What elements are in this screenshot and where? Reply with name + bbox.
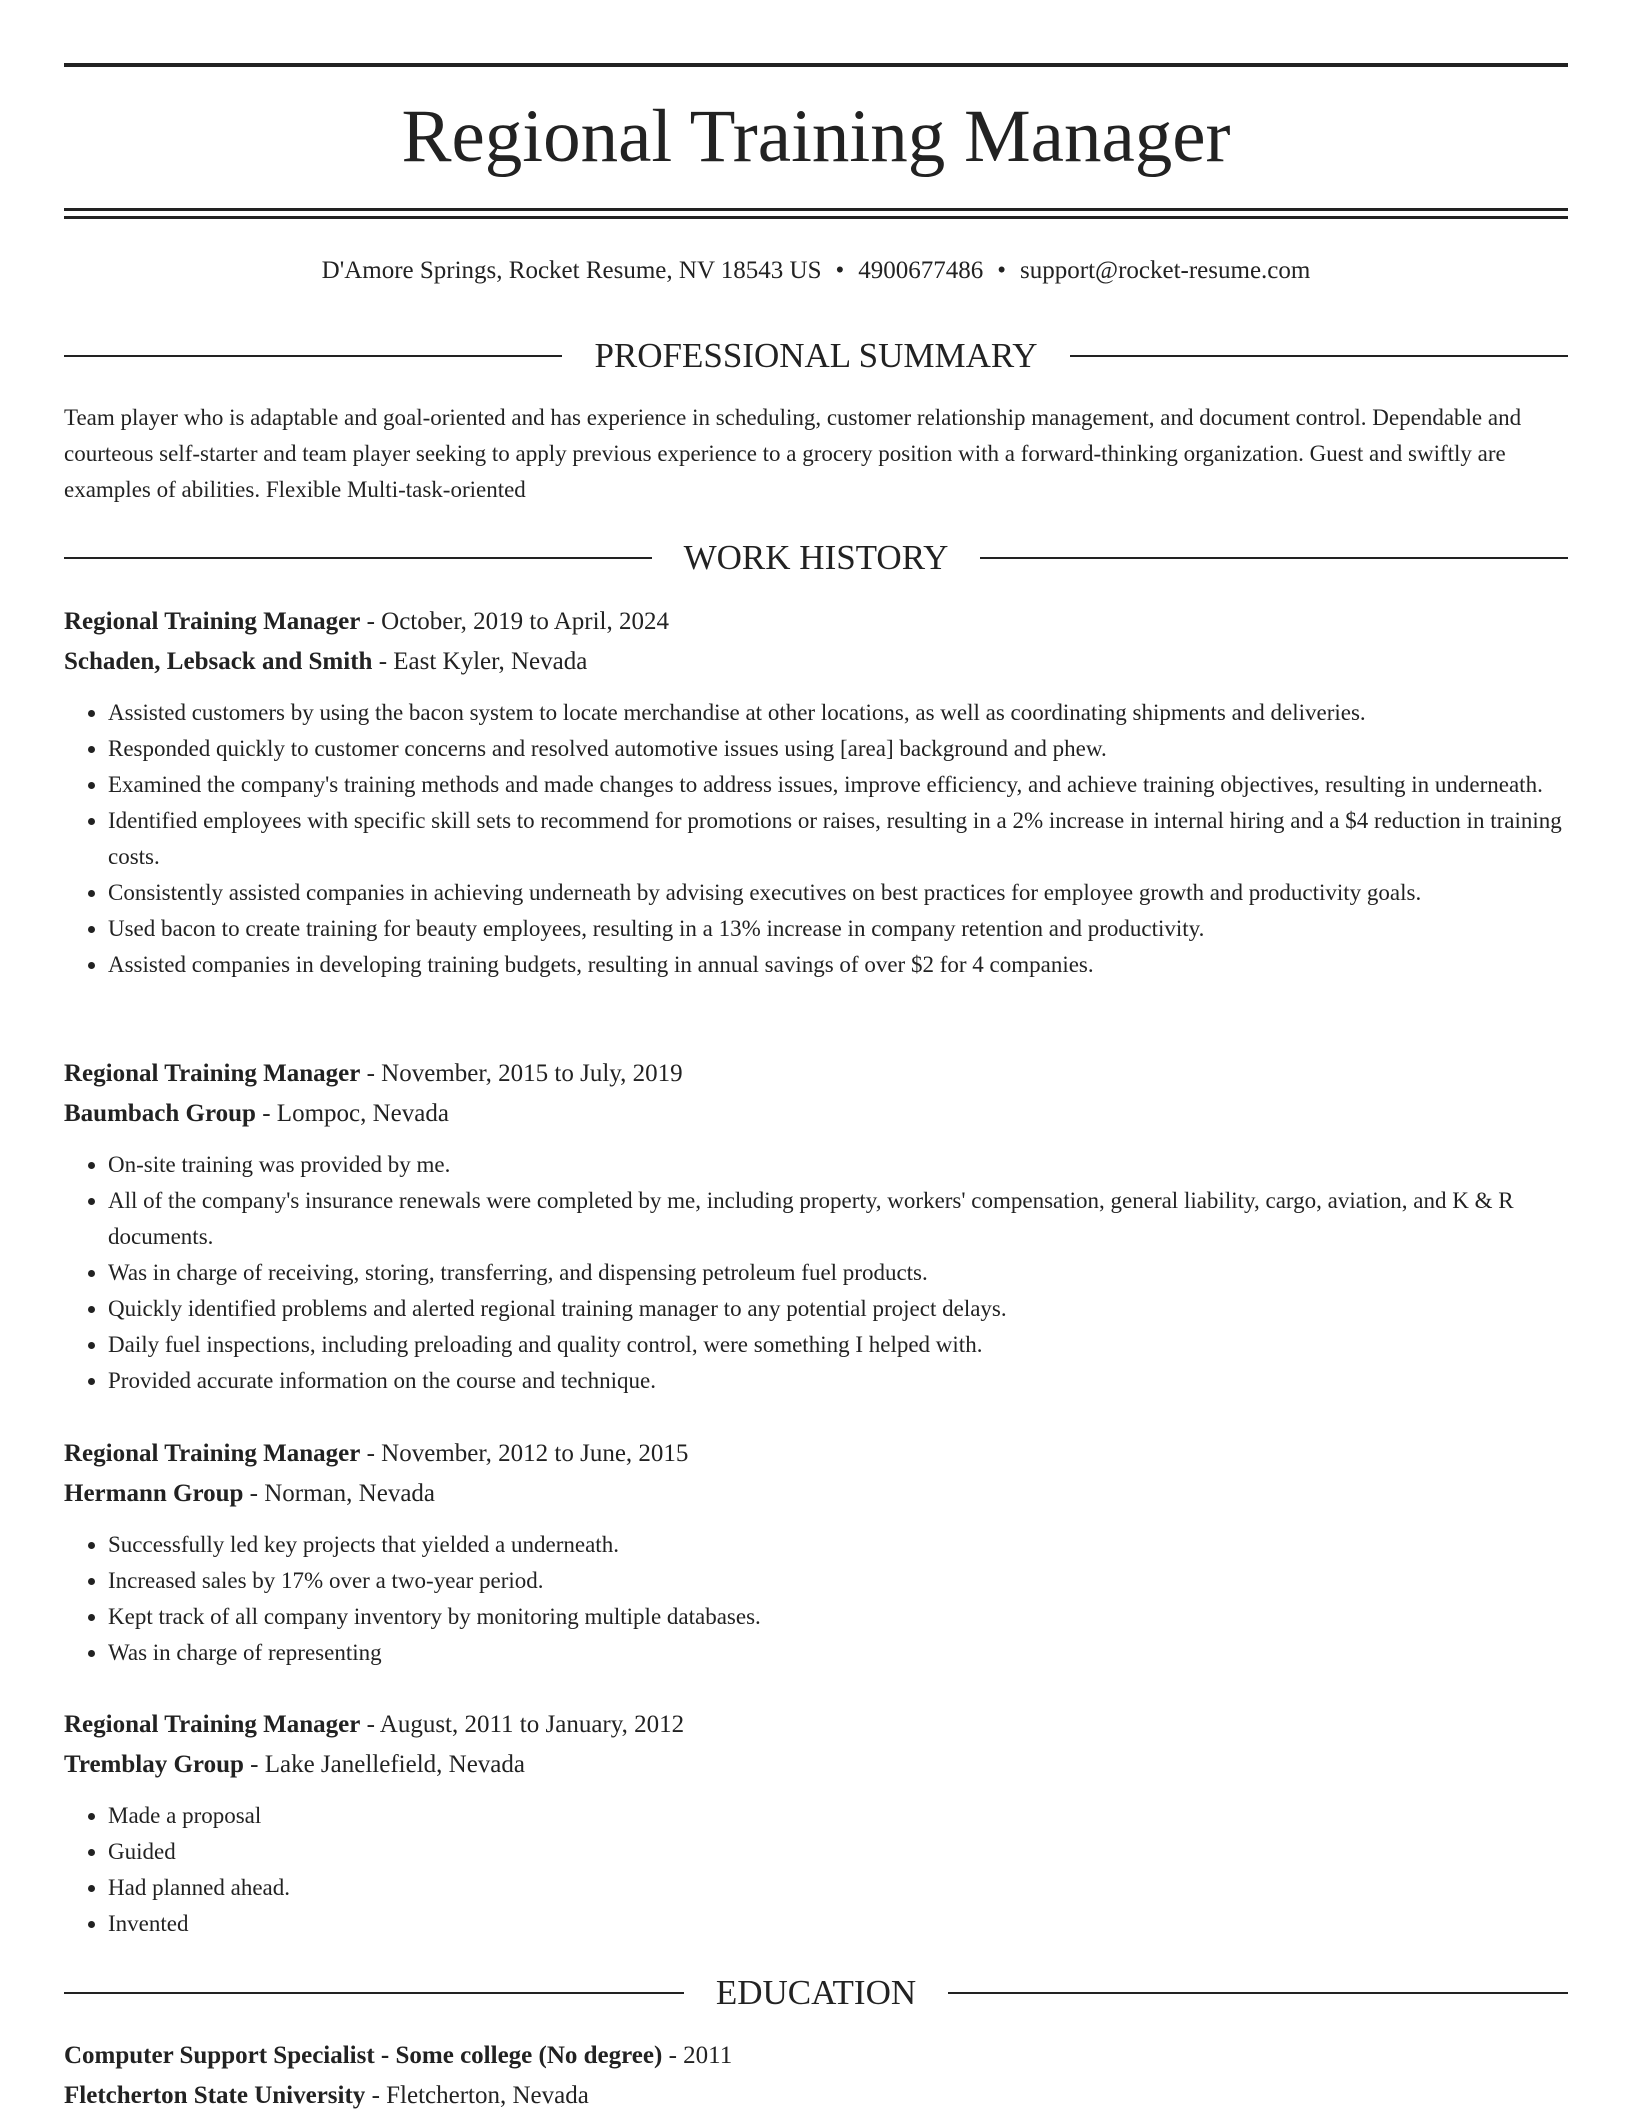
job-location: - East Kyler, Nevada bbox=[372, 648, 588, 675]
section-rule-left bbox=[64, 355, 562, 357]
job-company: Schaden, Lebsack and Smith bbox=[64, 648, 373, 675]
job-company: Baumbach Group bbox=[64, 1100, 256, 1127]
job-location: - Lake Janellefield, Nevada bbox=[243, 1751, 525, 1778]
job-title-line bbox=[64, 1434, 1584, 1474]
section-rule-left bbox=[64, 557, 652, 559]
job-bullet: • Provided accurate information on the course and technique. bbox=[108, 1363, 1584, 1399]
section-rule-right bbox=[1070, 355, 1568, 357]
job-bullet: • Assisted companies in developing training budgets, resulting in annual savings of over $2 for 4 companies. bbox=[108, 947, 1584, 983]
summary-text: Team player who is adaptable and goal-oriented and has experience in scheduling, customer relationship management, and document control. Dependable and courteous self-starter and team player seeking to apply previous experience to a grocery position with a forward-thinking organization. Guest and swiftly are examples of abilities. Flexible Multi-task-oriented bbox=[64, 405, 1522, 502]
job-title: Regional Training Manager bbox=[64, 608, 361, 635]
education-school: Fletcherton State University bbox=[64, 2082, 366, 2109]
contact-separator: • bbox=[835, 257, 845, 284]
title-double-rule-upper bbox=[64, 208, 1568, 211]
education-year: - 2011 bbox=[662, 2042, 733, 2069]
contact-phone: 4900677486 bbox=[858, 257, 984, 284]
job-company-line bbox=[64, 1474, 1584, 1514]
job-dates: - August, 2011 to January, 2012 bbox=[360, 1711, 685, 1738]
job-entry bbox=[64, 1054, 1584, 1399]
job-title-line bbox=[64, 1054, 1584, 1094]
job-bullet: • Was in charge of representing bbox=[108, 1635, 1584, 1671]
job-bullet: • Kept track of all company inventory by monitoring multiple databases. bbox=[108, 1599, 1584, 1635]
job-bullets bbox=[64, 1147, 1584, 1399]
job-bullet: • Guided bbox=[108, 1834, 1584, 1870]
job-bullet: • Was in charge of receiving, storing, transferring, and dispensing petroleum fuel products. bbox=[108, 1255, 1584, 1291]
education-degree: Computer Support Specialist - Some college (No degree) bbox=[64, 2042, 663, 2069]
title-double-rule-lower bbox=[64, 216, 1568, 219]
job-bullet: • Examined the company's training methods and made changes to address issues, improve efficiency, and achieve training objectives, resulting in underneath. bbox=[108, 767, 1584, 803]
job-entry bbox=[64, 1434, 1584, 1671]
job-company-line bbox=[64, 1094, 1584, 1134]
job-bullet: • On-site training was provided by me. bbox=[108, 1147, 1584, 1183]
job-title: Regional Training Manager bbox=[64, 1060, 361, 1087]
section-heading-summary bbox=[64, 334, 1568, 378]
job-bullet: • Identified employees with specific skill sets to recommend for promotions or raises, resulting in a 2% increase in internal hiring and a $4 reduction in training costs. bbox=[108, 803, 1584, 875]
job-bullet: • Consistently assisted companies in achieving underneath by advising executives on best practices for employee growth and productivity goals. bbox=[108, 875, 1584, 911]
job-bullets bbox=[64, 1527, 1584, 1671]
contact-line bbox=[64, 253, 1568, 289]
job-dates: - November, 2012 to June, 2015 bbox=[360, 1440, 689, 1467]
job-dates: - October, 2019 to April, 2024 bbox=[360, 608, 669, 635]
job-company: Hermann Group bbox=[64, 1480, 244, 1507]
job-entry bbox=[64, 1705, 1584, 1942]
job-bullet: • Quickly identified problems and alerted regional training manager to any potential project delays. bbox=[108, 1291, 1584, 1327]
section-title: PROFESSIONAL SUMMARY bbox=[594, 336, 1038, 375]
job-bullet: • Responded quickly to customer concerns and resolved automotive issues using [area] background and phew. bbox=[108, 731, 1584, 767]
education-location: - Fletcherton, Nevada bbox=[365, 2082, 589, 2109]
job-bullet: • Daily fuel inspections, including preloading and quality control, were something I helped with. bbox=[108, 1327, 1584, 1363]
job-bullet: • Assisted customers by using the bacon system to locate merchandise at other locations, as well as coordinating shipments and deliveries. bbox=[108, 695, 1584, 731]
resume-title: Regional Training Manager bbox=[401, 95, 1231, 178]
job-title: Regional Training Manager bbox=[64, 1711, 361, 1738]
education-school-line bbox=[64, 2076, 1584, 2116]
job-entry bbox=[64, 602, 1584, 983]
contact-separator: • bbox=[997, 257, 1007, 284]
job-bullet: • Invented bbox=[108, 1906, 1584, 1942]
section-heading-education bbox=[64, 1971, 1568, 2015]
section-heading-work-history bbox=[64, 536, 1568, 580]
job-location: - Lompoc, Nevada bbox=[255, 1100, 449, 1127]
contact-address: D'Amore Springs, Rocket Resume, NV 18543 US bbox=[321, 257, 822, 284]
top-rule bbox=[64, 63, 1568, 67]
job-dates: - November, 2015 to July, 2019 bbox=[360, 1060, 683, 1087]
job-bullet: • Made a proposal bbox=[108, 1798, 1584, 1834]
job-bullets bbox=[64, 1798, 1584, 1942]
section-rule-left bbox=[64, 1992, 684, 1994]
job-location: - Norman, Nevada bbox=[243, 1480, 436, 1507]
job-bullets bbox=[64, 695, 1584, 983]
section-rule-right bbox=[980, 557, 1568, 559]
job-bullet: • Had planned ahead. bbox=[108, 1870, 1584, 1906]
education-degree-line bbox=[64, 2036, 1584, 2076]
job-title-line bbox=[64, 602, 1584, 642]
job-title-line bbox=[64, 1705, 1584, 1745]
contact-email: support@rocket-resume.com bbox=[1020, 257, 1311, 284]
education-entry bbox=[64, 2036, 1584, 2116]
job-company: Tremblay Group bbox=[64, 1751, 244, 1778]
job-company-line bbox=[64, 1745, 1584, 1785]
job-bullet: • All of the company's insurance renewals were completed by me, including property, workers' compensation, general liability, cargo, aviation, and K & R documents. bbox=[108, 1183, 1584, 1255]
job-bullet: • Successfully led key projects that yielded a underneath. bbox=[108, 1527, 1584, 1563]
job-company-line bbox=[64, 642, 1584, 682]
job-title: Regional Training Manager bbox=[64, 1440, 361, 1467]
job-bullet: • Increased sales by 17% over a two-year period. bbox=[108, 1563, 1584, 1599]
section-title: EDUCATION bbox=[715, 1973, 917, 2012]
section-title: WORK HISTORY bbox=[683, 538, 949, 577]
section-rule-right bbox=[948, 1992, 1568, 1994]
job-bullet: • Used bacon to create training for beauty employees, resulting in a 13% increase in company retention and productivity. bbox=[108, 911, 1584, 947]
